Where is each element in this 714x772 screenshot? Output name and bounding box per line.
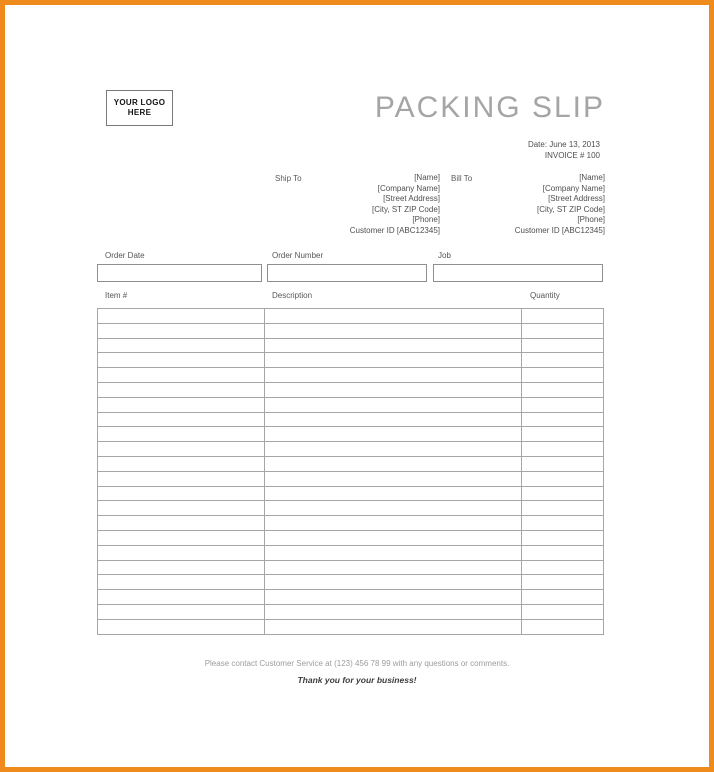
item-cell[interactable] [98, 427, 265, 442]
item-cell[interactable] [522, 368, 604, 383]
item-cell[interactable] [265, 516, 522, 531]
item-cell[interactable] [522, 442, 604, 457]
address-line: [City, ST ZIP Code] [536, 204, 605, 214]
item-cell[interactable] [98, 457, 265, 472]
item-cell[interactable] [522, 516, 604, 531]
address-line: [Company Name] [377, 183, 440, 193]
address-line: Customer ID [ABC12345] [514, 225, 605, 235]
items-col-header-item: Item # [105, 291, 128, 300]
item-cell[interactable] [522, 590, 604, 605]
item-cell[interactable] [522, 472, 604, 487]
item-cell[interactable] [265, 561, 522, 576]
item-cell[interactable] [265, 472, 522, 487]
address-line: [Company Name] [542, 183, 605, 193]
address-line: [Name] [579, 173, 605, 182]
item-cell[interactable] [522, 501, 604, 516]
item-cell[interactable] [522, 620, 604, 635]
item-cell[interactable] [265, 442, 522, 457]
item-cell[interactable] [98, 575, 265, 590]
item-cell[interactable] [522, 561, 604, 576]
item-cell[interactable] [265, 368, 522, 383]
item-cell[interactable] [265, 590, 522, 605]
item-cell[interactable] [265, 427, 522, 442]
item-cell[interactable] [522, 546, 604, 561]
item-cell[interactable] [522, 605, 604, 620]
item-cell[interactable] [265, 457, 522, 472]
bill-to-label: Bill To [451, 174, 473, 183]
document-meta [528, 139, 600, 161]
item-cell[interactable] [265, 353, 522, 368]
item-cell[interactable] [522, 324, 604, 339]
item-cell[interactable] [98, 487, 265, 502]
item-cell[interactable] [265, 487, 522, 502]
logo-text-line2: HERE [127, 108, 152, 117]
invoice-number-line: INVOICE # 100 [544, 151, 600, 160]
address-line: Customer ID [ABC12345] [349, 225, 440, 235]
item-cell[interactable] [265, 398, 522, 413]
ship-to-label: Ship To [275, 174, 302, 183]
footer-thanks-line: Thank you for your business! [297, 675, 417, 685]
item-cell[interactable] [98, 309, 265, 324]
address-line: [Name] [414, 173, 440, 182]
item-cell[interactable] [98, 339, 265, 354]
item-cell[interactable] [522, 309, 604, 324]
item-cell[interactable] [98, 605, 265, 620]
items-col-header-description: Description [272, 291, 313, 300]
order-number-input[interactable] [267, 264, 427, 282]
item-cell[interactable] [265, 605, 522, 620]
date-line: Date: June 13, 2013 [527, 140, 600, 149]
address-line: [Phone] [412, 215, 440, 225]
items-table [97, 308, 604, 635]
item-cell[interactable] [265, 324, 522, 339]
item-cell[interactable] [265, 309, 522, 324]
item-cell[interactable] [265, 546, 522, 561]
item-cell[interactable] [98, 516, 265, 531]
logo-placeholder [106, 90, 173, 126]
item-cell[interactable] [98, 620, 265, 635]
item-cell[interactable] [265, 501, 522, 516]
item-cell[interactable] [98, 472, 265, 487]
bill-to-values [515, 173, 605, 237]
item-cell[interactable] [522, 339, 604, 354]
item-cell[interactable] [98, 413, 265, 428]
page-title: PACKING SLIP [374, 91, 605, 124]
footer-contact-line: Please contact Customer Service at (123) 456 78 99 with any questions or comments. [204, 659, 510, 668]
job-input[interactable] [433, 264, 603, 282]
item-cell[interactable] [98, 368, 265, 383]
item-cell[interactable] [265, 531, 522, 546]
address-line: [Street Address] [548, 194, 605, 204]
item-cell[interactable] [98, 546, 265, 561]
item-cell[interactable] [265, 575, 522, 590]
item-cell[interactable] [265, 339, 522, 354]
item-cell[interactable] [522, 413, 604, 428]
item-cell[interactable] [98, 353, 265, 368]
order-number-label: Order Number [272, 251, 324, 260]
item-cell[interactable] [522, 427, 604, 442]
item-cell[interactable] [265, 383, 522, 398]
address-line: [City, ST ZIP Code] [371, 204, 440, 214]
items-col-header-quantity: Quantity [530, 291, 560, 300]
item-cell[interactable] [98, 324, 265, 339]
item-cell[interactable] [522, 457, 604, 472]
item-cell[interactable] [98, 398, 265, 413]
logo-text-line1: YOUR LOGO [113, 98, 166, 107]
item-cell[interactable] [522, 353, 604, 368]
item-cell[interactable] [522, 531, 604, 546]
item-cell[interactable] [522, 487, 604, 502]
item-cell[interactable] [98, 383, 265, 398]
item-cell[interactable] [98, 561, 265, 576]
address-line: [Street Address] [383, 194, 440, 204]
item-cell[interactable] [98, 501, 265, 516]
job-label: Job [438, 251, 451, 260]
item-cell[interactable] [265, 413, 522, 428]
item-cell[interactable] [265, 620, 522, 635]
order-date-input[interactable] [97, 264, 262, 282]
item-cell[interactable] [522, 398, 604, 413]
item-cell[interactable] [522, 575, 604, 590]
item-cell[interactable] [98, 442, 265, 457]
order-date-label: Order Date [105, 251, 145, 260]
address-line: [Phone] [577, 215, 605, 225]
item-cell[interactable] [98, 590, 265, 605]
ship-to-values [350, 173, 440, 237]
item-cell[interactable] [98, 531, 265, 546]
item-cell[interactable] [522, 383, 604, 398]
